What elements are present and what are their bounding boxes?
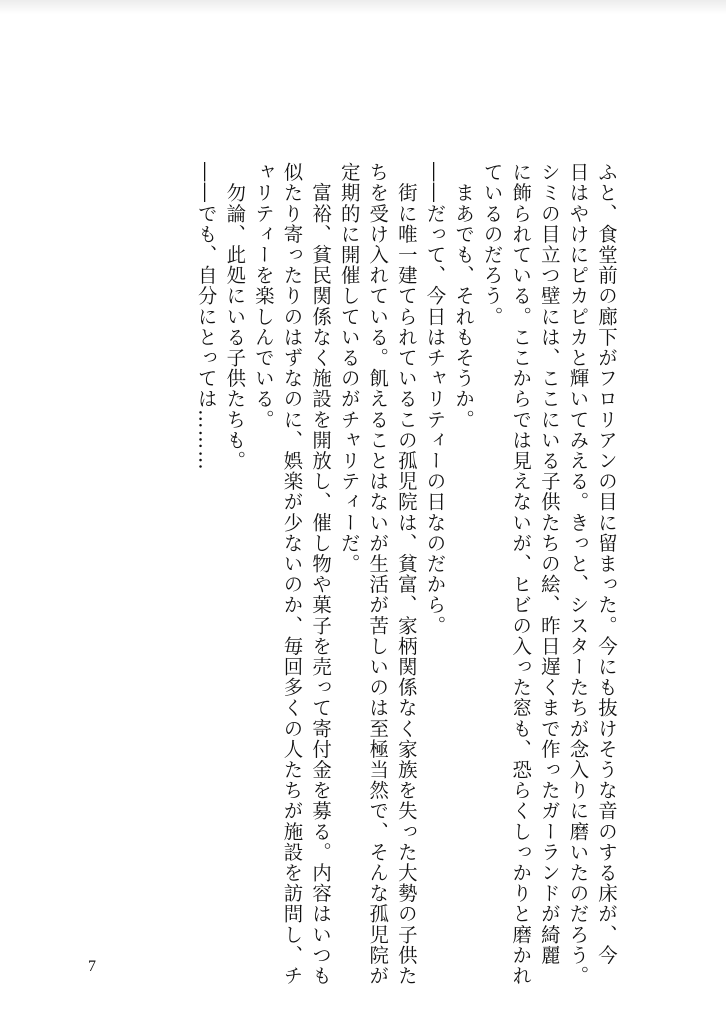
page-number: 7	[88, 958, 96, 975]
text-line: ャリティーを楽しんでいる。	[251, 162, 275, 430]
text-line: 勿論、此処にいる子供たちも。	[223, 162, 247, 471]
text-line: シミの目立つ壁には、ここにいる子供たちの絵、昨日遅くまで作ったガーランドが綺麗	[537, 162, 561, 966]
scan-edge-shadow	[0, 0, 726, 14]
vertical-body-text	[191, 162, 620, 986]
text-line: ちを受け入れている。飢えることはないが生活が苦しいのは至極当然で、そんな孤児院が	[366, 162, 390, 986]
text-line: まあでも、それもそうか。	[452, 162, 476, 430]
text-line: ふと、食堂前の廊下がフロリアンの目に留まった。今にも抜けそうな音のする床が、今	[595, 162, 618, 966]
text-line: 定期的に開催しているのがチャリティーだ。	[337, 162, 361, 574]
text-line: 日はやけにピカピカと輝いてみえる。きっと、シスターたちが念入りに磨いたのだろう。	[566, 162, 590, 986]
text-line: ――だって、今日はチャリティーの日なのだから。	[423, 162, 447, 636]
text-line: ているのだろう。	[480, 162, 504, 327]
text-line: 富裕、貧民関係なく施設を開放し、催し物や菓子を売って寄付金を募る。内容はいつも	[309, 162, 333, 986]
text-line: ――でも、自分にとっては………	[194, 162, 218, 471]
text-line: 似たり寄ったりのはずなのに、娯楽が少ないのか、毎回多くの人たちが施設を訪問し、チ	[280, 162, 304, 986]
text-line: 街に唯一建てられているこの孤児院は、貧富、家柄関係なく家族を失った大勢の子供た	[394, 162, 418, 986]
text-line: に飾られている。ここからでは見えないが、ヒビの入った窓も、恐らくしっかりと磨かれ	[509, 162, 533, 986]
